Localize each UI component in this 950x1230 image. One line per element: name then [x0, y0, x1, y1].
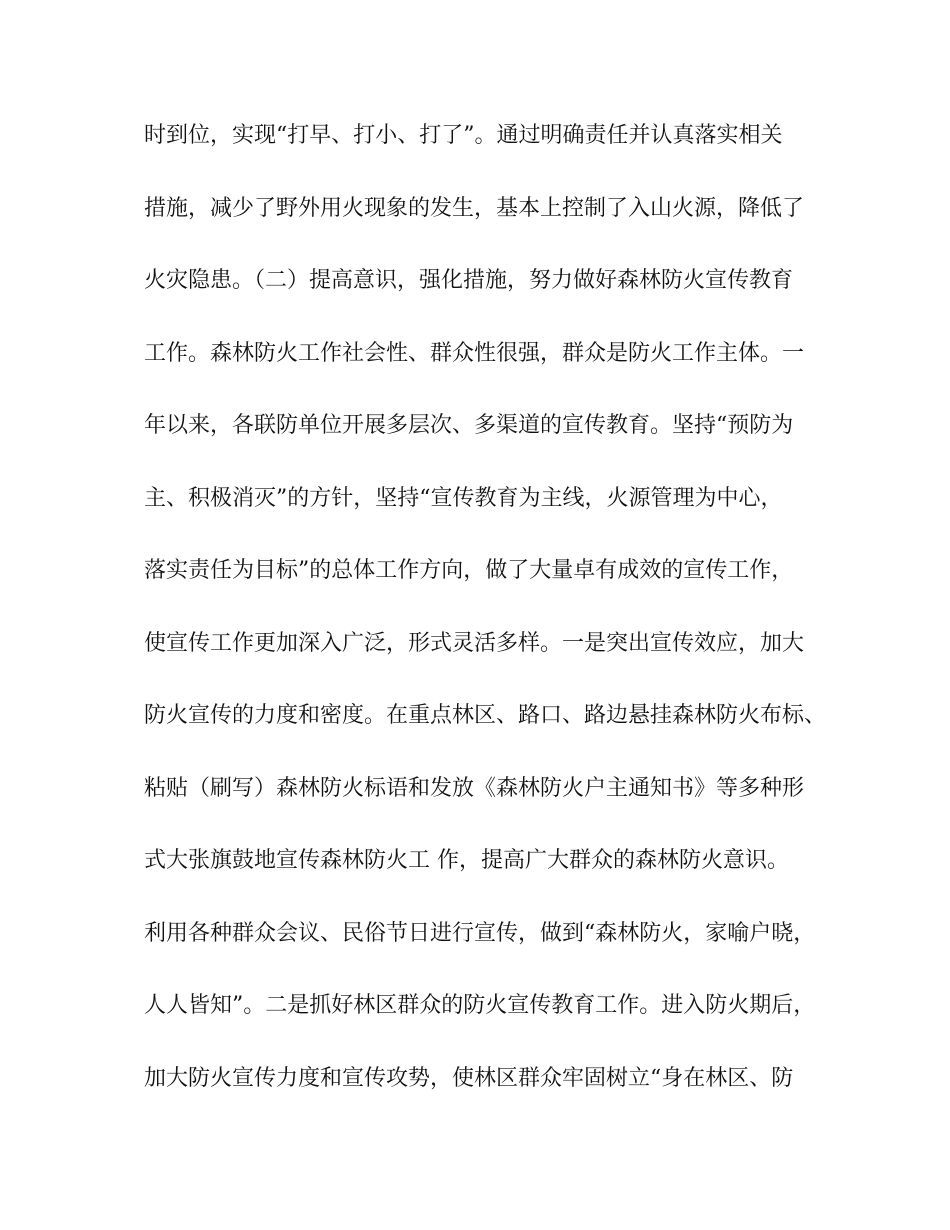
text-line-8: 使宣传工作更加深入广泛，形式灵活多样。一是突出宣传效应，加大	[144, 630, 805, 656]
text-line-3: 火灾隐患。（二）提高意识，强化措施，努力做好森林防火宣传教育	[144, 268, 794, 293]
text-line-6: 主、积极消灭”的方针，坚持“宣传教育为主线，火源管理为中心，	[144, 485, 783, 511]
text-line-12: 利用各种群众会议、民俗节日进行宣传，做到“森林防火，家喻户晓，	[144, 920, 816, 946]
text-line-14: 加大防火宣传力度和宣传攻势，使林区群众牢固树立“身在林区、防	[144, 1065, 794, 1091]
text-line-10: 粘贴（刷写）森林防火标语和发放《森林防火户主通知书》等多种形	[144, 775, 805, 801]
text-line-5: 年以来，各联防单位开展多层次、多渠道的宣传教育。坚持“预防为	[144, 413, 794, 438]
text-line-1: 时到位，实现“打早、打小、打了”。通过明确责任并认真落实相关	[144, 123, 783, 148]
text-line-4: 工作。森林防火工作社会性、群众性很强，群众是防火工作主体。一	[144, 340, 805, 366]
text-line-11: 式大张旗鼓地宣传森林防火工 作，提高广大群众的森林防火意识。	[144, 848, 789, 873]
body-text	[144, 123, 827, 1139]
text-line-2: 措施，减少了野外用火现象的发生，基本上控制了入山火源，降低了	[144, 195, 805, 221]
text-line-9: 防火宣传的力度和密度。在重点林区、路口、路边悬挂森林防火布标、	[144, 703, 827, 728]
text-line-13: 人人皆知”。二是抓好林区群众的防火宣传教育工作。进入防火期后，	[144, 993, 816, 1018]
text-line-7: 落实责任为目标”的总体工作方向，做了大量卓有成效的宣传工作，	[144, 558, 794, 583]
